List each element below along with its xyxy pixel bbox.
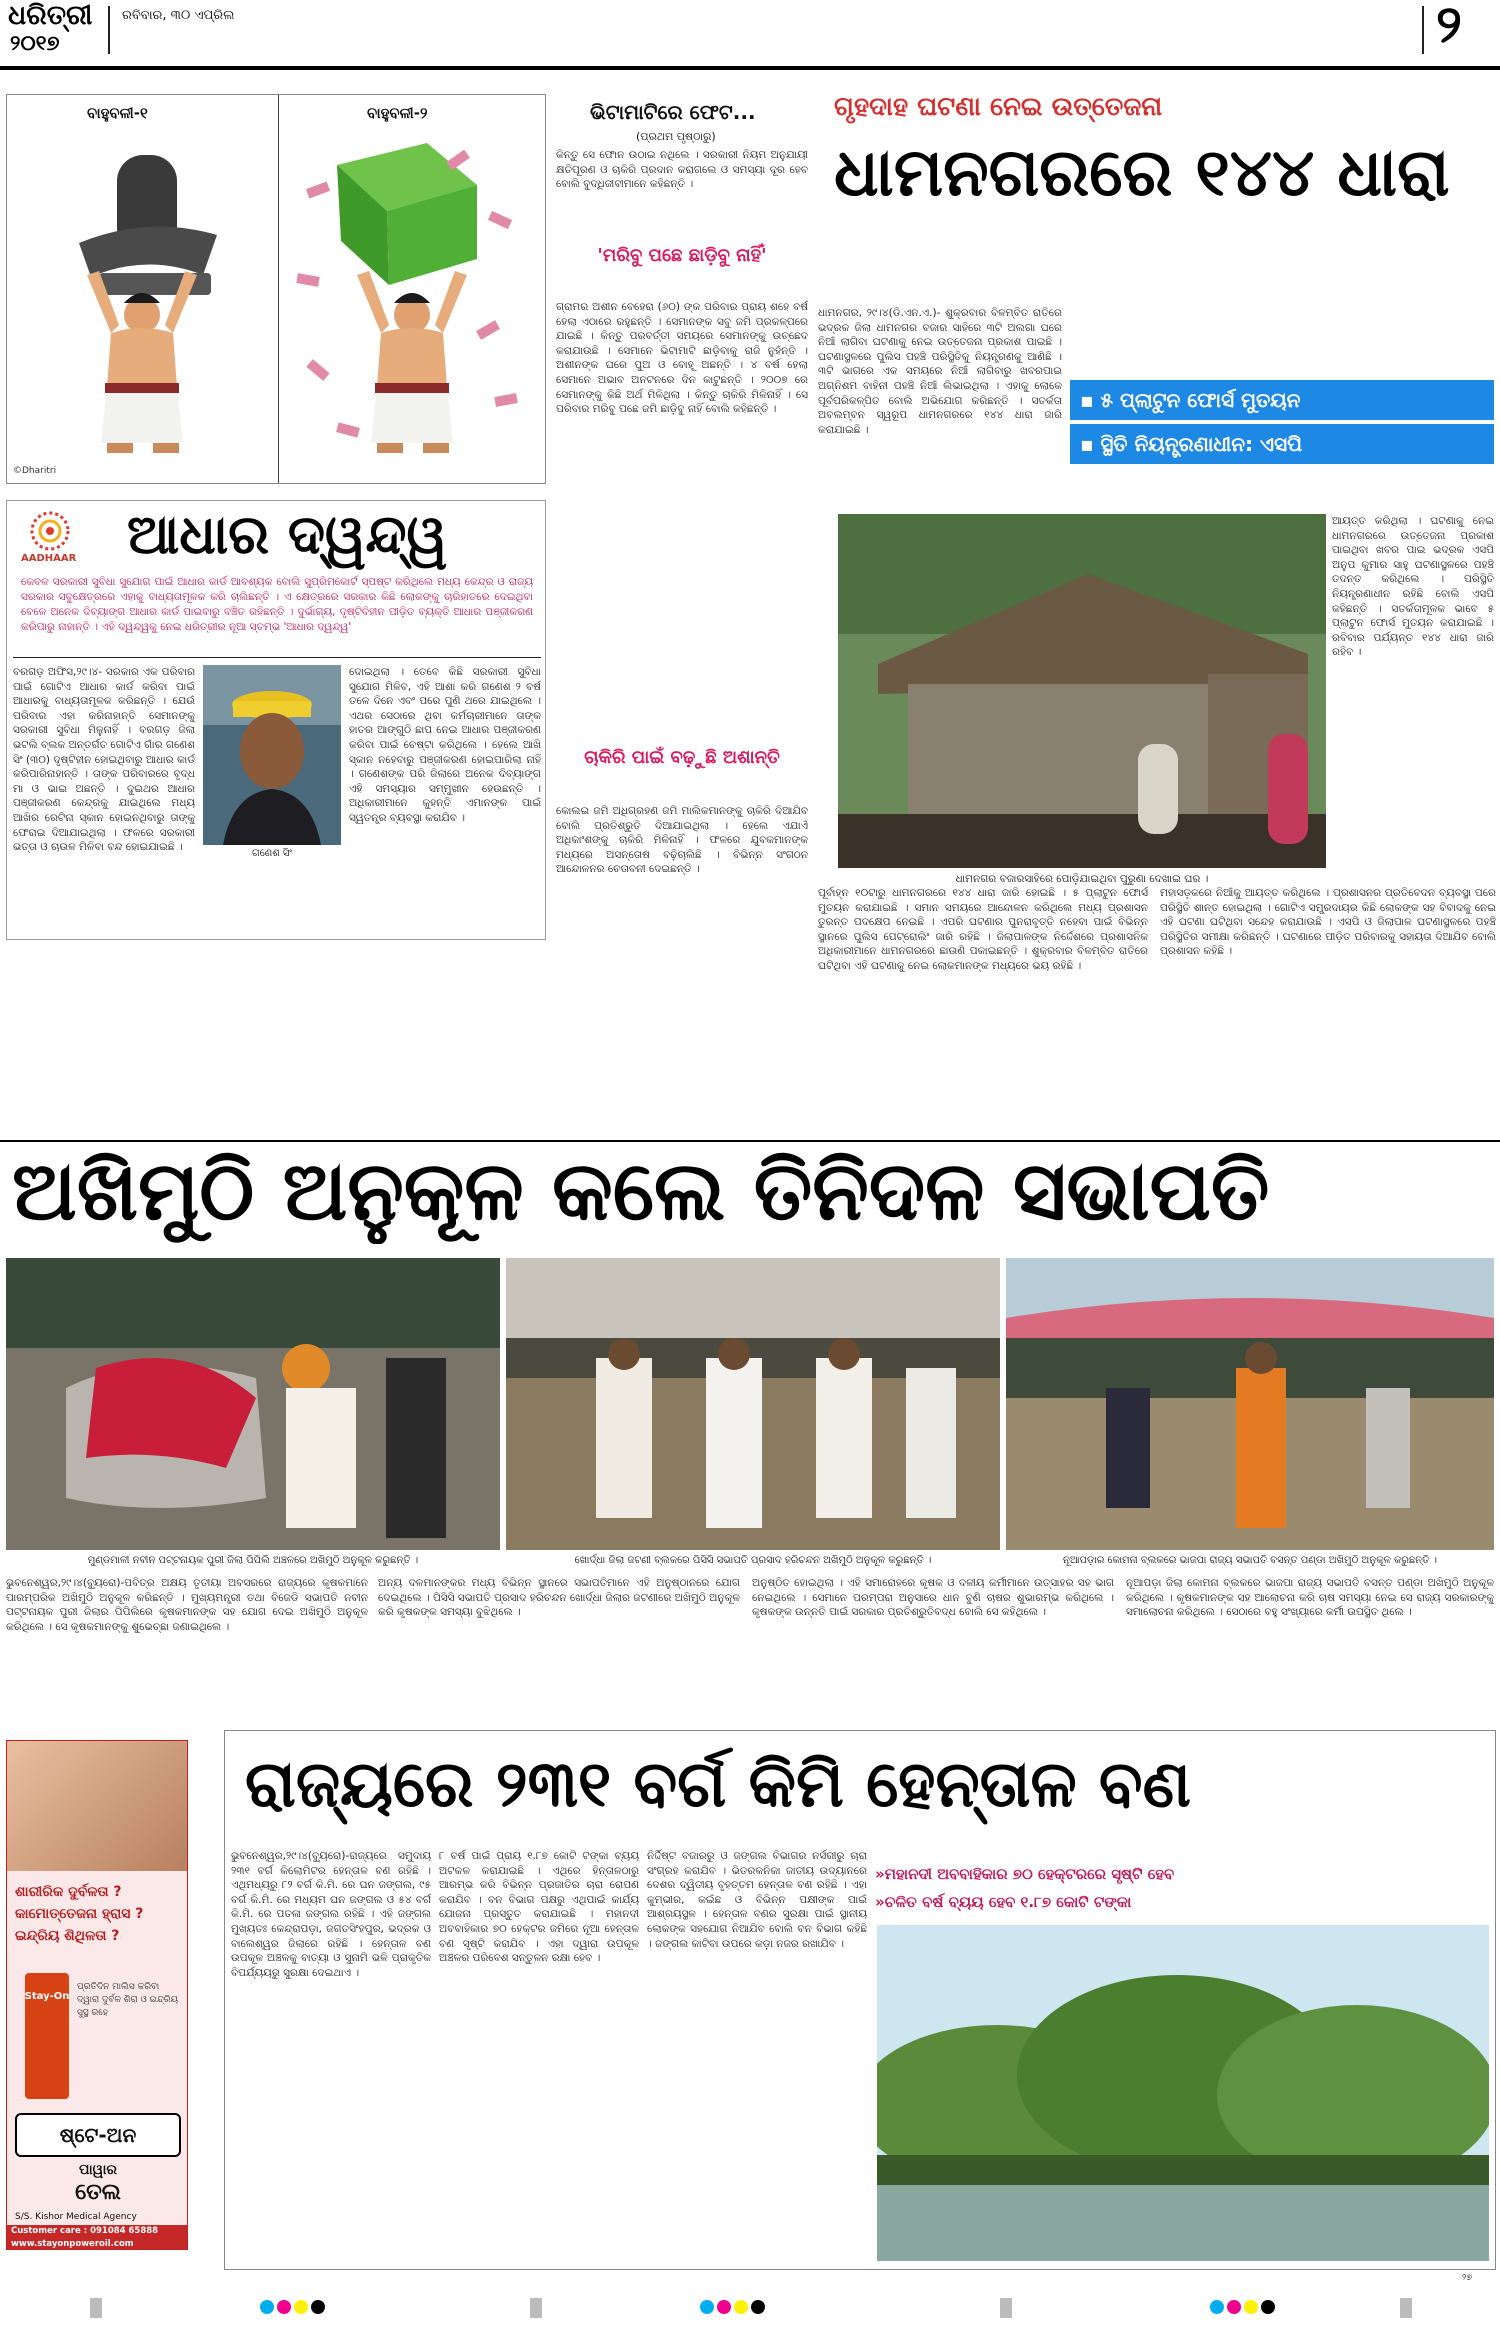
mangrove-photo: [877, 1925, 1489, 2261]
dhamnagar-kicker: ଗୃହଦାହ ଘଟଣା ନେଇ ଉତ୍ତେଜନା: [834, 92, 1163, 122]
cartoon-panel2-label: ବାହୁବଳୀ-୨: [367, 104, 428, 122]
aadhaar-body-right: ଦୋଇଥିଲା । ତେବେ କିଛି ସରକାରୀ ସୁବିଧା ସୁଯୋଗ ମିଳିବ, ଏହି ଆଶା କରି ଗଣେଶ ୨ ବର୍ଷ ତଳେ ଦିନେ ଏବଂ ପରେ ପୁଣି ଥରେ ଯାଇଥିଲେ । ଏଥର ସେଠାରେ ଥିବା କର୍ମଚାରୀମାନେ ତାଙ୍କ ହାତର ଆଙ୍ଗୁଠି ଛାପ ନେଇ ଆଧାର ପଞ୍ଜୀକରଣ କରିବା ପାଇଁ ଚେଷ୍ଟା କରିଥିଲେ । ହେଲେ ଆଖି ସ୍କାନ ନହେବାରୁ ପଞ୍ଜୀକରଣ ହୋଇପାରିଲା ନାହିଁ । ଗଣେଶଙ୍କ ପରି ଜିଲାରେ ଅନେକ ଦିବ୍ୟାଙ୍ଗ ଏହି ସମସ୍ୟାର ସମ୍ମୁଖୀନ ହେଉଛନ୍ତି । ଅଧିକାରୀମାନେ କୁହନ୍ତି ଏମାନଙ୍କ ପାଇଁ ସ୍ୱତନ୍ତ୍ର ବ୍ୟବସ୍ଥା କରାଯିବ ।: [349, 666, 541, 824]
aadhaar-photo: [203, 665, 341, 845]
bhitamati-body3: କୋଲଇ ଜମି ଅଧିଗ୍ରହଣ ଜମି ମାଲିକମାନଙ୍କୁ ଚାକିରି ଦିଆଯିବ ବୋଲି ପ୍ରତିଶ୍ରୁତି ଦିଆଯାଇଥିଲା । ହେଲେ ଏଯାଏଁ ଅଧିକାଂଶଙ୍କୁ ଚାକିରି ମିଳିନାହିଁ । ଫଳରେ ଯୁବକମାନଙ୍କ ମଧ୍ୟରେ ଅସନ୍ତୋଷ ବଢ଼ିଚାଲିଛି । ବିଭିନ୍ନ ସଂଗଠନ ଆନ୍ଦୋଳନର ଚେତାବନୀ ଦେଇଛନ୍ତି ।: [556, 805, 808, 876]
mangrove-section: [224, 1730, 1496, 2270]
bhitamati-section: [556, 94, 808, 940]
dhamnagar-body-side: ଆୟତ୍ତ କରିଥିଲା । ଘଟଣାକୁ ନେଇ ଧାମନଗରରେ ଉତ୍ତେଜନା ପ୍ରକାଶ ପାଇଥିବା ଖବର ପାଇ ଭଦ୍ରକ ଏସପି ଅନୁପ କୁମାର ସାହୁ ଘଟଣାସ୍ଥଳରେ ପହଞ୍ଚି ତଦନ୍ତ କରିଥିଲେ । ପରିସ୍ଥିତି ନିୟନ୍ତ୍ରଣାଧୀନ ରହିଛି ବୋଲି ଏସପି କହିଛନ୍ତି । ସତର୍କତାମୂଳକ ଭାବେ ୫ ପ୍ଲାଟୁନ ଫୋର୍ସ ମୁତୟନ କରାଯାଇଛି । ରବିବାର ପର୍ଯ୍ୟନ୍ତ ୧୪୪ ଧାରା ଜାରି ରହିବ ।: [1332, 515, 1494, 659]
dhamnagar-body-bottom-right: ମହାସଡ଼କରେ ନିଆଁକୁ ଆୟତ୍ତ କରିଥିଲେ । ପ୍ରଶାସନର ପ୍ରତିବେଦନ ବ୍ୟବସ୍ଥା ପରେ ପରିସ୍ଥିତି ଶାନ୍ତ ହୋଇଥିଲା । ଗୋଟିଏ ସମ୍ପ୍ରଦାୟର କିଛି ଲୋକଙ୍କ ସହ ବିବାଦକୁ ନେଇ ଏହି ଘଟଣା ଘଟିଥିବା ସନ୍ଦେହ କରାଯାଉଛି । ଏସପି ଓ ଜିଲାପାଳ ଘଟଣାସ୍ଥଳରେ ପହଞ୍ଚି ପରିସ୍ଥିତିର ସମୀକ୍ଷା କରିଛନ୍ତି । ଘଟଣାରେ ପୀଡ଼ିତ ପରିବାରକୁ ସହାୟତା ଦିଆଯିବ ବୋଲି ପ୍ରଶାସନ କହିଛି ।: [1160, 887, 1496, 958]
aadhaar-logo-text: AADHAAR: [21, 553, 77, 564]
akhimuthi-photo3: [1006, 1258, 1494, 1550]
ad-brand-sub: ପାୱାର: [78, 2162, 118, 2178]
mangrove-body3: ନିର୍ଦ୍ଦିଷ୍ଟ ବଜାରରୁ ଓ ଜଙ୍ଗଲ ବିଭାଗର ନର୍ସରୀରୁ ଚାରା ସଂଗ୍ରହ କରାଯିବ । ଭିତରକନିକା ଜାତୀୟ ଉଦ୍ୟାନରେ ଦେଶର ଦ୍ୱିତୀୟ ବୃହତ୍ତମ ହେନ୍ତାଳ ବଣ ରହିଛି । ଏହା କୁମ୍ଭୀର, କଇଁଛ ଓ ବିଭିନ୍ନ ପକ୍ଷୀଙ୍କ ପାଇଁ ଆଶ୍ରୟସ୍ଥଳ । ହେନ୍ତାଳ ବଣର ସୁରକ୍ଷା ପାଇଁ ସ୍ଥାନୀୟ ଲୋକଙ୍କ ସହଯୋଗ ନିଆଯିବ ବୋଲି ବନ ବିଭାଗ କହିଛି । ଜଙ୍ଗଲ କାଟିବା ଉପରେ କଡ଼ା ନଜର ରଖାଯିବ ।: [647, 1850, 867, 1950]
mangrove-highlight1: »ମହାନଦୀ ଅବବାହିକାର ୭୦ ହେକ୍ଟରରେ ସୃଷ୍ଟି ହେବ: [875, 1865, 1175, 1883]
cartoon-panel1-label: ବାହୁବଳୀ-୧: [87, 104, 148, 122]
mangrove-body1: ଭୁବନେଶ୍ୱର,୨୯।୪(ବ୍ୟୁରୋ)-ରାଜ୍ୟରେ ସମୁଦାୟ ୨୩୧ ବର୍ଗ କିଲୋମିଟର ହେନ୍ତାଳ ବଣ ରହିଛି । ଏଥିମଧ୍ୟରୁ ୮୨ ବର୍ଗ କି.ମି. ରେ ଘନ ଜଙ୍ଗଲ, ୯୫ ବର୍ଗ କି.ମି. ରେ ମଧ୍ୟମ ଘନ ଜଙ୍ଗଲ ଓ ୫୪ ବର୍ଗ କି.ମି. ରେ ପତଳା ଜଙ୍ଗଲ ରହିଛି । ଏହି ଜଙ୍ଗଲ ମୁଖ୍ୟତଃ କେନ୍ଦ୍ରାପଡ଼ା, ଜଗତସିଂହପୁର, ଭଦ୍ରକ ଓ ବାଲେଶ୍ୱର ଜିଲାରେ ରହିଛି । ହେନ୍ତାଳ ବଣ ଉପକୂଳ ଅଞ୍ଚଳକୁ ବାତ୍ୟା ଓ ସୁନାମି ଭଳି ପ୍ରାକୃତିକ ବିପର୍ଯ୍ୟୟରୁ ସୁରକ୍ଷା ଦେଇଥାଏ ।: [231, 1850, 431, 1979]
akhimuthi-caption3: ନୂଆପଡ଼ାର କୋମନା ବ୍ଲକରେ ଭାଜପା ରାଜ୍ୟ ସଭାପତି ବସନ୍ତ ପଣ୍ଡା ଅଖିମୁଠି ଅନୁକୂଳ କରୁଛନ୍ତି ।: [1062, 1555, 1438, 1566]
ad-headline: ଶାରୀରିକ ଦୁର୍ବଳତା ? କାମୋତ୍ତେଜନା ହ୍ରାସ ? ଇନ୍ଦ୍ରିୟ ଶିଥିଳତା ?: [15, 1884, 144, 1944]
aadhaar-section: [6, 500, 546, 940]
akhimuthi-caption2: ଖୋର୍ଦ୍ଧା ଜିଲା ଜଟଣୀ ବ୍ଲକରେ ପିସିସି ସଭାପତି ପ୍ରସାଦ ହରିଚନ୍ଦନ ଅଖିମୁଠି ଅନୁକୂଳ କରୁଛନ୍ତି ।: [574, 1555, 932, 1566]
ad-pack-label: Stay-On: [24, 1991, 70, 2002]
dhamnagar-photo-caption: ଧାମନଗର ବଜାରସାହିରେ ପୋଡ଼ିଯାଇଥିବା ପୁରୁଣା ଦେଖାଇ ଘର ।: [955, 873, 1209, 885]
bhitamati-title: ଭିଟାମାଟିରେ ଫେଟ...: [590, 100, 756, 124]
dhamnagar-highlight2: ▪ ସ୍ଥିତି ନିୟନ୍ତ୍ରଣାଧୀନ: ଏସପି: [1070, 424, 1494, 464]
akhimuthi-body2: ଅନ୍ୟ ଦଳମାନଙ୍କର ମଧ୍ୟ ବିଭିନ୍ନ ସ୍ଥାନରେ ସଭାପତିମାନେ ଏହି ଅନୁଷ୍ଠାନରେ ଯୋଗ ଦେଇଥିଲେ । ପିସିସି ସଭାପତି ପ୍ରସାଦ ହରିଚନ୍ଦନ ଖୋର୍ଦ୍ଧା ଜିଲାର ଜଟଣୀରେ ଅଖିମୁଠି ଅନୁକୂଳ କରି କୃଷକଙ୍କ ସମସ୍ୟା ବୁଝିଥିଲେ ।: [378, 1577, 740, 1619]
akhimuthi-body1: ଭୁବନେଶ୍ୱର,୨୯।୪(ବ୍ୟୁରୋ)-ପବିତ୍ର ଅକ୍ଷୟ ତୃତୀୟା ଅବସରରେ ରାଜ୍ୟରେ କୃଷକମାନେ ପାରମ୍ପରିକ ଅଖିମୁଠି ଅନୁକୂଳ କରିଛନ୍ତି । ମୁଖ୍ୟମନ୍ତ୍ରୀ ତଥା ବିଜେଡି ସଭାପତି ନବୀନ ପଟ୍ଟନାୟକ ପୁରୀ ଜିଲାର ପିପିଲିରେ କୃଷକମାନଙ୍କ ସହ ଯୋଗ ଦେଇ ଅଖିମୁଠି ଅନୁକୂଳ କରିଥିଲେ । ସେ କୃଷକମାନଙ୍କୁ ଶୁଭେଚ୍ଛା ଜଣାଇଥିଲେ ।: [6, 1577, 368, 1633]
bhitamati-subhead2: ଚାକିରି ପାଇଁ ବଢ଼ୁଛି ଅଶାନ୍ତି: [584, 747, 780, 768]
akhimuthi-headline: ଅଖିମୁଠି ଅନୁକୂଳ କଲେ ତିନିଦଳ ସଭାପତି: [12, 1144, 1270, 1239]
bhitamati-subhead1: 'ମରିବୁ ପଛେ ଛାଡ଼ିବୁ ନାହିଁ': [597, 245, 767, 266]
masthead: [0, 0, 1500, 60]
akhimuthi-caption1: ମୁଣ୍ଡମାଳୀ ନବୀନ ପଟ୍ଟନାୟକ ପୁରୀ ଜିଲା ପିପିଲି ଅଞ୍ଚଳରେ ଅଖିମୁଠି ଅନୁକୂଳ କରୁଛନ୍ତି ।: [87, 1555, 419, 1566]
ad-body: ପ୍ରତିଦିନ ମାଲିସ କରିବା ଦ୍ୱାରା ଦୁର୍ବଳ ଶିରା ଓ ଇନ୍ଦ୍ରିୟ ସୁସ୍ଥ ରହେ: [77, 1982, 179, 2018]
masthead-year: ୨୦୧୭: [10, 31, 60, 55]
aadhaar-body-left: ବରଗଡ଼ ଅଫିସ,୨୯।୪- ସରକାର ଏକ ପରିବାର ପାଇଁ ଗୋଟିଏ ଆଧାର କାର୍ଡ କରିବା ପାଇଁ ଆଧାରକୁ ବାଧ୍ୟତାମୂଳକ କରିଛନ୍ତି । ଯେଉଁ ପରିବାର ଏହା କରିନାହାନ୍ତି ସେମାନଙ୍କୁ ସରକାରୀ ସୁବିଧା ମିଳୁନାହିଁ । ବରଗଡ଼ ଜିଲା ଭଟଲି ବ୍ଲକ ଅନ୍ତର୍ଗତ ଗୋଟିଏ ଗାଁର ଗଣେଶ ସିଂ (୩୦) ଦୃଷ୍ଟିହୀନ ହୋଇଥିବାରୁ ଆଧାର କାର୍ଡ କରିପାରିନାହାନ୍ତି । ତାଙ୍କ ପରିବାରରେ ବୃଦ୍ଧ ମା ଓ ଭାଇ ଅଛନ୍ତି । ଦୁଇଥର ଆଧାର ପଞ୍ଜୀକରଣ କେନ୍ଦ୍ରକୁ ଯାଇଥିଲେ ମଧ୍ୟ ଆଖିର ରେଟିନା ସ୍କାନ ହୋଇନଥିବାରୁ ତାଙ୍କୁ ଫେରାଇ ଦିଆଯାଇଥିଲା । ଫଳରେ ସରକାରୀ ଭତ୍ତା ଓ ଚାଉଳ ମିଳିବା ବନ୍ଦ ହୋଇଯାଇଛି ।: [13, 666, 195, 854]
bhitamati-body1: କିନ୍ତୁ ସେ ଫୋନ ଉଠାଇ ନଥିଲେ । ସରକାରୀ ନିୟମ ଅନୁଯାୟୀ କ୍ଷତିପୂରଣ ଓ ଚାକିରି ପ୍ରଦାନ କରାଗଲେ ଓ ସମସ୍ୟା ଦୂର ହେବ ବୋଲି ବୁଦ୍ଧିଜୀବୀମାନେ କହିଛନ୍ତି ।: [556, 149, 808, 191]
dhamnagar-body-top: ଧାମନଗର, ୨୯।୪(ଡି.ଏନ.ଏ.)- ଶୁକ୍ରବାର ବିଳମ୍ବିତ ରାତିରେ ଭଦ୍ରକ ଜିଲା ଧାମନଗର ବଜାର ସାହିରେ ୩ଟି ଅଲଗା ଘରେ ନିଆଁ ଲାଗିବା ଘଟଣାକୁ ନେଇ ଉତ୍ତେଜନା ପ୍ରକାଶ ପାଇଛି । ଘଟଣାସ୍ଥଳରେ ପୁଲିସ ପହଞ୍ଚି ପରିସ୍ଥିତିକୁ ନିୟନ୍ତ୍ରଣକୁ ଆଣିଛି । ୩ଟି ଭାଗରେ ଏକ ସମୟରେ ନିଆଁ ଲାଗିବାରୁ ଖବରପାଇ ଅଗ୍ନିଶମ ବାହିନୀ ପହଞ୍ଚି ନିଆଁ ଲିଭାଇଥିଲା । ଏହାକୁ ଲୋକେ ପୂର୍ବପରିକଳ୍ପିତ ବୋଲି ଅଭିଯୋଗ କରିଛନ୍ତି । ସତର୍କତା ଅବଲମ୍ବନ ସ୍ୱରୂପ ଧାମନଗରରେ ୧୪୪ ଧାରା ଜାରି କରାଯାଇଛି ।: [818, 307, 1062, 436]
cartoon-credit: ©Dharitri: [13, 466, 57, 476]
dhamnagar-highlight1: ▪ ୫ ପ୍ଲାଟୁନ ଫୋର୍ସ ମୁତୟନ: [1070, 380, 1494, 420]
aadhaar-intro: କେବଳ ସରକାରୀ ସୁବିଧା ସୁଯୋଗ ପାଇଁ ଆଧାର କାର୍ଡ ଆବଶ୍ୟକ ବୋଲି ସୁପ୍ରିମକୋର୍ଟ ସ୍ପଷ୍ଟ କରିଥିଲେ ମଧ୍ୟ କେନ୍ଦ୍ର ଓ ରାଜ୍ୟ ସରକାର ସବୁକ୍ଷେତ୍ରରେ ଏହାକୁ ବାଧ୍ୟତାମୂଳକ କରି ଚାଲିଛନ୍ତି । ଏ କ୍ଷେତ୍ରରେ ସରକାର କିଛି ଲୋକଙ୍କୁ ଚାରିହାତରେ ଦେଇଥିବା ବେଳେ ଅନେକ ଦିବ୍ୟାଙ୍ଗ ଆଧାର କାର୍ଡ ପାଇବାରୁ ବଞ୍ଚିତ ରହିଛନ୍ତି । ଦୁର୍ଭାଗ୍ୟ, ଦୃଷ୍ଟିବିହୀନ ପୀଡ଼ିତ ବ୍ୟକ୍ତି ଆଧାର ପଞ୍ଜୀକରଣ କରିପାରୁ ନାହାନ୍ତି । ଏହି ଦ୍ୱନ୍ଦ୍ୱକୁ ନେଇ ଧରିତ୍ରୀର ନୂଆ ସ୍ତମ୍ଭ 'ଆଧାର ଦ୍ୱନ୍ଦ୍ୱ': [21, 576, 533, 633]
page-number: ୨: [1436, 0, 1462, 55]
ad-contact: Customer care : 091084 65888 www.stayonpoweroil.com: [7, 2225, 188, 2250]
ad-agency: S/S. Kishor Medical Agency: [15, 2212, 137, 2222]
registration-marks: [0, 2290, 1500, 2330]
bhitamati-body2: ଗ୍ରାମର ଅଶୀନ ବେହେରା (୬୦) ଙ୍କ ପରିବାର ପ୍ରାୟ ଶହେ ବର୍ଷ ହେଲା ଏଠାରେ ରହୁଛନ୍ତି । ସେମାନଙ୍କ ସବୁ ଜମି ପ୍ରକଳ୍ପରେ ଯାଇଛି । କିନ୍ତୁ ପରବର୍ତ୍ତୀ ସମୟରେ ସେମାନଙ୍କୁ ଉଚ୍ଛେଦ କରାଯାଉଛି । ସେମାନେ ଭିଟାମାଟି ଛାଡ଼ିବାକୁ ରାଜି ନୁହଁନ୍ତି । ଅଶୀନଙ୍କ ଘରେ ପୁଅ ଓ ବୋହୂ ଅଛନ୍ତି । ୪ ବର୍ଷ ହେଲା ସେମାନେ ଅଭାବ ଅନଟନରେ ଦିନ କାଟୁଛନ୍ତି । ୨୦୦୭ ରେ ସେମାନଙ୍କୁ କିଛି ଅର୍ଥ ମିଳିଥିଲା । କିନ୍ତୁ ଚାକିରି ମିଳିନାହିଁ । ସେ ପରିବାର ମରିବୁ ପଛେ ଜମି ଛାଡ଼ିବୁ ନାହିଁ ବୋଲି କହିଛନ୍ତି ।: [556, 301, 808, 416]
akhimuthi-body4: ନୂଆପଡ଼ା ଜିଲା କୋମନା ବ୍ଲକରେ ଭାଜପା ରାଜ୍ୟ ସଭାପତି ବସନ୍ତ ପଣ୍ଡା ଅଖିମୁଠି ଅନୁକୂଳ କରିଥିଲେ । କୃଷକମାନଙ୍କ ସହ ଆଲୋଚନା କରି ଚାଷ ସମସ୍ୟା ନେଇ ସେ ରାଜ୍ୟ ସରକାରଙ୍କୁ ସମାଲୋଚନା କରିଥିଲେ । ସେଠାରେ ବହୁ ସଂଖ୍ୟାରେ କର୍ମୀ ଉପସ୍ଥିତ ଥିଲେ ।: [1126, 1577, 1494, 1619]
dhamnagar-photo: [838, 514, 1326, 868]
masthead-date: ରବିବାର, ୩୦ ଏପ୍ରିଲ: [122, 8, 235, 23]
stayon-ad: [6, 1740, 188, 2250]
page-number-small: ୨୭: [1462, 2273, 1472, 2283]
dhamnagar-section: [818, 84, 1500, 940]
mangrove-body2: ୮ ବର୍ଷ ପାଇଁ ପ୍ରାୟ ୧.୮୭ କୋଟି ଟଙ୍କା ବ୍ୟୟ ଅଟକଳ କରାଯାଇଛି । ଏଥିରେ ହିନ୍ତାଳଠାରୁ ଆରମ୍ଭ କରି ବିଭିନ୍ନ ପ୍ରଜାତିର ଚାରା ରୋପଣ କରାଯିବ । ବନ ବିଭାଗ ପକ୍ଷରୁ ଏଥିପାଇଁ କାର୍ଯ୍ୟ ଯୋଜନା ପ୍ରସ୍ତୁତ କରାଯାଇଛି । ମହାନଦୀ ଅବବାହିକାର ୭୦ ହେକ୍ଟର ଜମିରେ ନୂଆ ହେନ୍ତାଳ ବଣ ସୃଷ୍ଟି କରାଯିବ । ଏହା ଦ୍ୱାରା ଉପକୂଳ ଅଞ୍ଚଳର ପରିବେଶ ସନ୍ତୁଳନ ରକ୍ଷା ହେବ ।: [439, 1850, 639, 1965]
ad-brand: ଷ୍ଟେ-ଅନ: [15, 2113, 181, 2157]
ad-brand-oil: ତେଲ: [75, 2180, 121, 2205]
bhitamati-subtitle: (ପ୍ରଥମ ପୃଷ୍ଠାରୁ): [636, 130, 716, 143]
aadhaar-logo-icon: [15, 507, 85, 555]
aadhaar-headline: ଆଧାର ଦ୍ୱନ୍ଦ୍ୱ: [127, 503, 448, 566]
mangrove-highlight2: »ଚଳିତ ବର୍ଷ ବ୍ୟୟ ହେବ ୧.୮୭ କୋଟି ଟଙ୍କା: [875, 1893, 1132, 1911]
akhimuthi-photo2: [506, 1258, 1000, 1550]
cartoon-illustration: [7, 125, 546, 465]
masthead-logo: ଧରିତ୍ରୀ: [8, 0, 93, 31]
dhamnagar-body-bottom-left: ପୂର୍ବାହ୍ନ ୧୦ଟାରୁ ଧାମନଗରରେ ୧୪୪ ଧାରା ଜାରି ହୋଇଛି । ୫ ପ୍ଲାଟୁନ ଫୋର୍ସ ମୁତୟନ କରାଯାଇଛି । ସମାନ ସମୟରେ ଆନ୍ଦୋଳନ କରିଥିଲେ ମଧ୍ୟ ପ୍ରଶାସନ ତୁରନ୍ତ ପଦକ୍ଷେପ ନେଇଛି । ଏପରି ଘଟଣାର ପୁନରାବୃତ୍ତି ନହେବା ପାଇଁ ବିଭିନ୍ନ ସ୍ଥାନରେ ପୁଲିସ ପେଟ୍ରୋଲିଂ ଜାରି ରହିଛି । ଜିଲାପାଳଙ୍କ ନିର୍ଦ୍ଦେଶରେ ପ୍ରଶାସନିକ ଅଧିକାରୀମାନେ ଧାମନଗରରେ ଛାଉଣି ପକାଇଛନ୍ତି । ଶୁକ୍ରବାର ବିଳମ୍ବିତ ରାତିରେ ଘଟିଥିବା ଏହି ଘଟଣାକୁ ନେଇ ଲୋକମାନଙ୍କ ମଧ୍ୟରେ ଭୟ ରହିଛି ।: [818, 887, 1148, 972]
akhimuthi-photo1: [6, 1258, 500, 1550]
mangrove-headline: ରାଜ୍ୟରେ ୨୩୧ ବର୍ଗ କିମି ହେନ୍ତାଳ ବଣ: [245, 1748, 1191, 1822]
ad-couple-image: [7, 1741, 188, 1871]
dhamnagar-headline: ଧାମନଗରରେ ୧୪୪ ଧାରା: [834, 134, 1450, 211]
akhimuthi-body3: ଅନୁଷ୍ଠିତ ହୋଇଥିଲା । ଏହି ସମାରୋହରେ କୃଷକ ଓ ଦଳୀୟ କର୍ମୀମାନେ ଉତ୍ସାହର ସହ ଭାଗ ନେଇଥିଲେ । ସେମାନେ ପରମ୍ପରା ଅନୁସାରେ ଧାନ ବୁଣି ଚାଷର ଶୁଭାରମ୍ଭ କରିଥିଲେ । କୃଷକଙ୍କ ଉନ୍ନତି ପାଇଁ ସରକାର ପ୍ରତିଶ୍ରୁତିବଦ୍ଧ ବୋଲି ସେ କହିଥିଲେ ।: [752, 1577, 1114, 1619]
cartoon: [6, 94, 546, 484]
aadhaar-photo-caption: ଗଣେଶ ସିଂ: [252, 848, 292, 859]
